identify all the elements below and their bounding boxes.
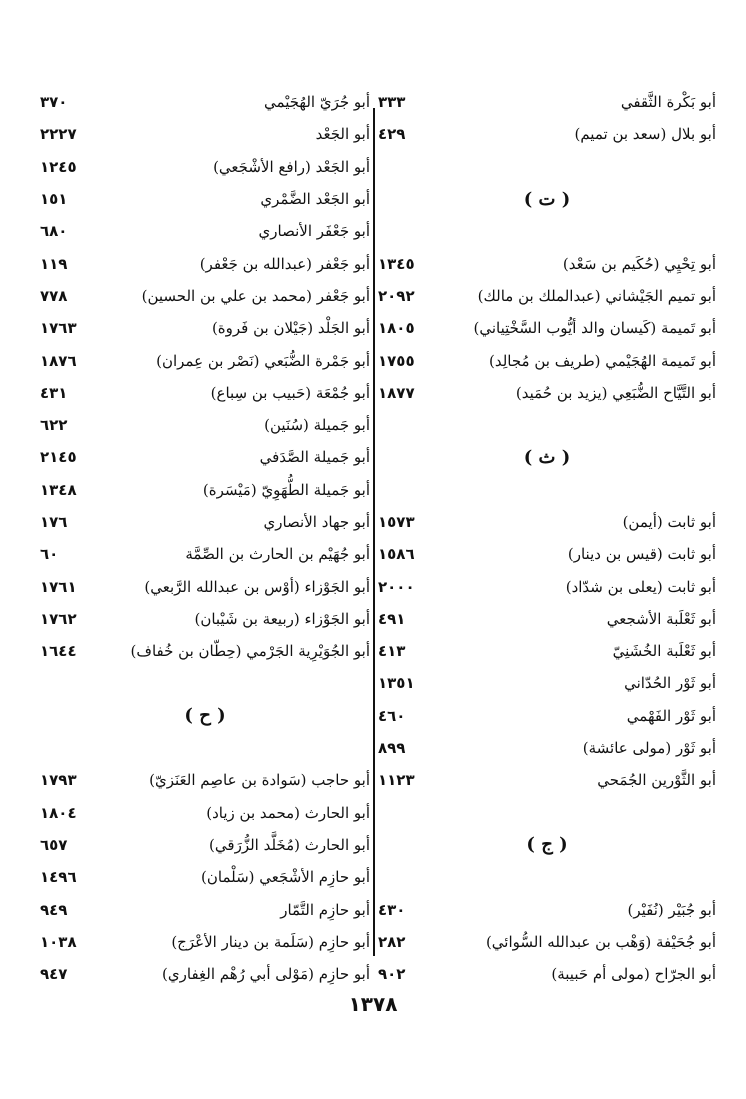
page-number: ١٣٧٨ — [348, 992, 398, 1016]
entry-name: أبو تِحْيِي (حُكَيم بن سَعْد) — [562, 254, 716, 273]
entry-number: ١٥١ — [40, 190, 68, 209]
entry-number: ٤١٣ — [378, 642, 406, 661]
entry-number: ١٠٣٨ — [40, 932, 77, 951]
blank-row — [378, 151, 716, 183]
entry-number: ٢١٤٥ — [40, 448, 77, 467]
blank-row — [40, 732, 370, 764]
entry-name: أبو الثَّوْرين الجُمَحي — [597, 771, 716, 790]
index-entry — [40, 247, 370, 279]
entry-name: أبو جُهَيْم بن الحارث بن الصِّمَّة — [185, 545, 370, 564]
index-entry — [40, 280, 370, 312]
index-entry — [40, 377, 370, 409]
blank-row — [378, 474, 716, 506]
entry-name: أبو الجُوَيْرِية الجَرْمي (حِطّان بن خُفاف) — [130, 642, 370, 661]
entry-name: أبو جُرَيّ الهُجَيْمي — [264, 93, 370, 112]
entry-name: أبو حازِم (سَلَمة بن دينار الأعْرَج) — [171, 932, 370, 951]
entry-number: ١٥٧٣ — [378, 513, 415, 531]
section-letter-heading: ( ح ) — [184, 705, 226, 727]
index-entry — [40, 312, 370, 344]
blank-row — [378, 409, 716, 441]
entry-number: ١٣٥١ — [378, 674, 415, 693]
section-letter-heading: ( ث ) — [523, 446, 571, 468]
entry-name: أبو ثابت (أيمن) — [622, 513, 716, 531]
index-entry — [378, 958, 716, 990]
entry-number: ٦٢٢ — [40, 416, 68, 435]
entry-number: ٦٠ — [40, 545, 59, 564]
entry-number: ١٣٤٥ — [378, 254, 415, 273]
index-entry — [378, 700, 716, 732]
entry-number: ١٦٤٤ — [40, 642, 77, 661]
index-entry — [40, 215, 370, 247]
entry-name: أبو جَميلة (سُنَين) — [264, 416, 370, 435]
entry-name: أبو الحارث (مُخَلَّد الزُّرَقي) — [209, 835, 370, 854]
index-entry — [40, 635, 370, 667]
entry-name: أبو الجَوْزاء (أوْس بن عبدالله الرَّبعي) — [144, 577, 370, 596]
index-entry — [40, 183, 370, 215]
entry-number: ٤٩١ — [378, 609, 406, 628]
entry-name: أبو ثابت (يعلى بن شدّاد) — [565, 577, 716, 596]
index-entry — [40, 441, 370, 473]
entry-name: أبو تَميمة (كَيسان والد أيُّوب السَّخْتِياني) — [473, 319, 716, 338]
index-entry — [378, 538, 716, 570]
blank-row — [378, 215, 716, 247]
entry-number: ١١٢٣ — [378, 771, 415, 790]
section-letter-heading: ( ت ) — [523, 188, 571, 210]
entry-name: أبو حاجب (سَوادة بن عاصِم العَنَزيّ) — [149, 771, 370, 790]
entry-number: ٢٠٠٠ — [378, 577, 415, 596]
entry-name: أبو الجَعْد الضَّمْري — [260, 190, 370, 209]
index-entry — [40, 797, 370, 829]
index-entry — [378, 118, 716, 150]
index-entry — [40, 958, 370, 990]
index-entry — [40, 506, 370, 538]
entry-name: أبو الحارث (محمد بن زياد) — [206, 803, 370, 822]
index-entry — [40, 118, 370, 150]
entry-name: أبو جَعْفَر الأنصاري — [258, 222, 370, 241]
right-column — [378, 86, 716, 990]
index-entry — [40, 344, 370, 376]
entry-number: ٢٨٢ — [378, 932, 406, 951]
index-entry — [378, 603, 716, 635]
entry-number: ٣٧٠ — [40, 93, 68, 112]
entry-name: أبو بَكْرة الثَّقفي — [620, 93, 716, 112]
index-entry — [40, 829, 370, 861]
entry-name: أبو جَمْرة الضُّبَعي (نَصْر بن عِمران) — [156, 351, 370, 370]
index-entry — [40, 893, 370, 925]
entry-name: أبو الجَعْد — [315, 125, 370, 144]
index-entry — [378, 764, 716, 796]
entry-name: أبو التَّيَّاح الضُّبَعِي (يزيد بن حُمَيد) — [515, 383, 716, 402]
index-entry — [40, 538, 370, 570]
entry-name: أبو بلال (سعد بن تميم) — [574, 125, 716, 144]
index-entry — [378, 344, 716, 376]
index-entry — [40, 474, 370, 506]
entry-number: ١٨٧٧ — [378, 383, 415, 402]
entry-name: أبو حازِم الأشْجَعي (سَلْمان) — [201, 868, 370, 887]
entry-number: ١٢٤٥ — [40, 157, 77, 176]
entry-number: ٩٤٩ — [40, 900, 68, 919]
entry-name: أبو جُمْعَة (حَبيب بن سِباع) — [210, 383, 370, 402]
entry-name: أبو جَميلة الطُّهَوِيّ (مَيْسَرة) — [202, 480, 370, 499]
entry-name: أبو جُبَيْر (نُفَيْر) — [627, 900, 716, 919]
entry-number: ٤٦٠ — [378, 706, 406, 725]
entry-name: أبو جهاد الأنصاري — [263, 513, 370, 531]
entry-name: أبو ثابت (قيس بن دينار) — [567, 545, 716, 564]
index-entry — [378, 86, 716, 118]
index-entry — [378, 570, 716, 602]
index-entry — [378, 312, 716, 344]
blank-row — [378, 861, 716, 893]
index-entry — [378, 732, 716, 764]
section-letter-heading: ( ج ) — [526, 834, 568, 856]
entry-number: ١٧٦٣ — [40, 319, 77, 338]
entry-number: ١٧٦٢ — [40, 609, 77, 628]
entry-number: ٤٢٩ — [378, 125, 406, 144]
entry-name: أبو ثَوْر الحُدّاني — [624, 674, 716, 693]
entry-name: أبو ثَوْر الفَهْمي — [626, 706, 716, 725]
entry-name: أبو تميم الجَيْشاني (عبدالملك بن مالك) — [477, 286, 716, 305]
entry-name: أبو جَعْفر (محمد بن علي بن الحسين) — [141, 286, 370, 305]
entry-number: ٤٣٠ — [378, 900, 406, 919]
left-column — [40, 86, 370, 990]
entry-number: ٦٥٧ — [40, 835, 68, 854]
index-entry — [40, 409, 370, 441]
column-divider — [373, 108, 375, 956]
entry-number: ١١٩ — [40, 254, 68, 273]
entry-number: ٢٠٩٢ — [378, 286, 415, 305]
blank-row — [40, 667, 370, 699]
entry-number: ١٧٦١ — [40, 577, 77, 596]
entry-number: ٦٨٠ — [40, 222, 68, 241]
entry-number: ٣٣٣ — [378, 93, 406, 112]
index-entry — [40, 151, 370, 183]
index-entry — [378, 377, 716, 409]
entry-number: ٤٣١ — [40, 383, 68, 402]
entry-name: أبو الجرّاح (مولى أم حَبيبة) — [551, 965, 716, 984]
entry-name: أبو جُحَيْفة (وَهْب بن عبدالله السُّوائي) — [485, 932, 716, 951]
entry-number: ١٧٩٣ — [40, 771, 77, 790]
entry-name: أبو جَميلة الصَّدَفي — [259, 448, 370, 467]
entry-name: أبو الجَوْزاء (ربيعة بن شَيْبان) — [194, 609, 370, 628]
index-entry — [40, 603, 370, 635]
index-entry — [378, 280, 716, 312]
entry-name: أبو جَعْفر (عبدالله بن جَعْفر) — [199, 254, 370, 273]
entry-number: ١٨٠٤ — [40, 803, 77, 822]
entry-name: أبو ثَعْلَبة الخُشَنِيّ — [612, 642, 716, 661]
entry-number: ٩٤٧ — [40, 965, 68, 984]
index-entry — [40, 926, 370, 958]
entry-name: أبو ثَعْلَبة الأشجعي — [606, 609, 716, 628]
entry-number: ٨٩٩ — [378, 739, 406, 758]
index-entry — [378, 893, 716, 925]
entry-number: ١٨٠٥ — [378, 319, 415, 338]
entry-number: ٩٠٢ — [378, 965, 406, 984]
index-entry — [378, 667, 716, 699]
entry-name: أبو ثَوْر (مولى عائشة) — [582, 739, 716, 758]
index-entry — [40, 86, 370, 118]
entry-name: أبو حازِم (مَوْلى أبي رُهْم الغِفاري) — [162, 965, 370, 984]
entry-name: أبو الجَلْد (جَيْلان بن فَروة) — [211, 319, 370, 338]
entry-name: أبو تَميمة الهُجَيْمي (طريف بن مُجالِد) — [489, 351, 716, 370]
entry-number: ١٤٩٦ — [40, 868, 77, 887]
entry-number: ١٥٨٦ — [378, 545, 415, 564]
entry-number: ٢٢٢٧ — [40, 125, 77, 144]
entry-number: ١٣٤٨ — [40, 480, 77, 499]
index-entry — [378, 506, 716, 538]
index-entry — [40, 764, 370, 796]
entry-number: ١٧٦ — [40, 513, 68, 531]
index-entry — [378, 926, 716, 958]
entry-name: أبو الجَعْد (رافع الأشْجَعي) — [213, 157, 370, 176]
entry-name: أبو حازِم التَّمّار — [280, 900, 370, 919]
blank-row — [378, 797, 716, 829]
index-entry — [378, 247, 716, 279]
index-entry — [40, 570, 370, 602]
index-entry — [40, 861, 370, 893]
index-entry — [378, 635, 716, 667]
entry-number: ٧٧٨ — [40, 286, 68, 305]
entry-number: ١٨٧٦ — [40, 351, 77, 370]
entry-number: ١٧٥٥ — [378, 351, 415, 370]
